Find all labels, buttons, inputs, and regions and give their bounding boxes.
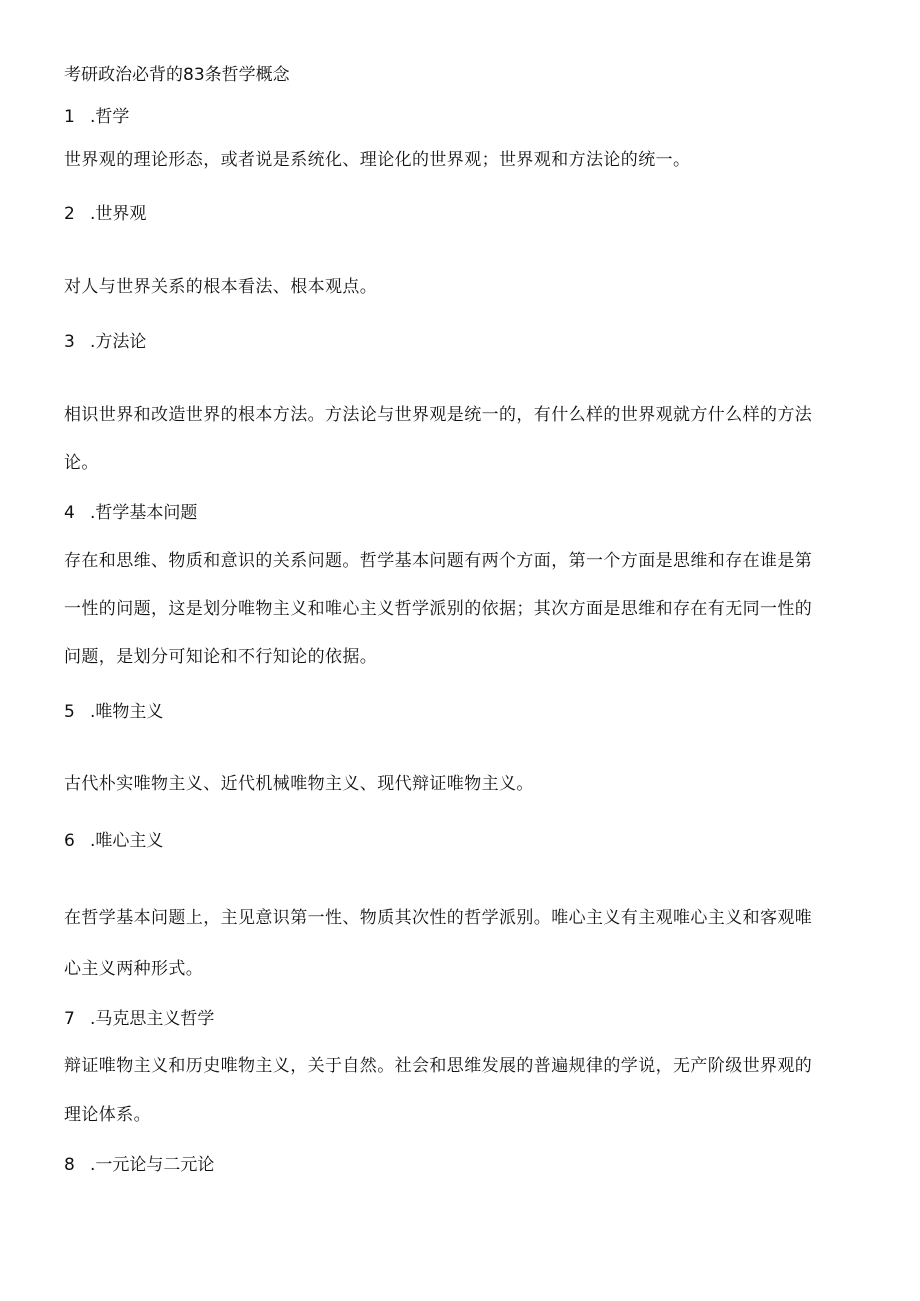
section-4-line-2: 一性的问题，这是划分唯物主义和唯心主义哲学派别的依据；其次方面是思维和存在有无同一性的 — [64, 599, 813, 619]
section-number: 3 — [64, 332, 75, 352]
section-heading-7 — [64, 1008, 214, 1030]
section-3-line-2: 论。 — [64, 453, 99, 473]
section-number: 6 — [64, 831, 75, 851]
section-title: .哲学 — [90, 107, 130, 127]
section-title: .马克思主义哲学 — [90, 1009, 215, 1029]
section-heading-6 — [64, 830, 163, 852]
section-4-line-1: 存在和思维、物质和意识的关系问题。哲学基本问题有两个方面，第一个方面是思维和存在谁是第 — [64, 551, 813, 571]
section-7-line-1: 辩证唯物主义和历史唯物主义，关于自然。社会和思维发展的普遍规律的学说，无产阶级世界观的 — [64, 1056, 813, 1076]
section-number: 4 — [64, 503, 75, 523]
section-1-line-1: 世界观的理论形态，或者说是系统化、理论化的世界观；世界观和方法论的统一。 — [64, 150, 691, 170]
section-2-line-1: 对人与世界关系的根本看法、根本观点。 — [64, 277, 378, 297]
section-heading-2 — [64, 203, 146, 225]
section-heading-1 — [64, 106, 129, 128]
section-6-line-2: 心主义两种形式。 — [64, 959, 204, 979]
section-heading-5 — [64, 701, 163, 723]
section-number: 8 — [64, 1155, 75, 1175]
section-number: 5 — [64, 702, 75, 722]
document-title: 考研政治必背的83条哲学概念 — [64, 65, 290, 85]
section-heading-3 — [64, 331, 146, 353]
section-title: .一元论与二元论 — [90, 1155, 215, 1175]
section-number: 1 — [64, 107, 75, 127]
section-6-line-1: 在哲学基本问题上，主见意识第一性、物质其次性的哲学派别。唯心主义有主观唯心主义和客观唯 — [64, 908, 813, 928]
section-7-line-2: 理论体系。 — [64, 1105, 151, 1125]
section-title: .世界观 — [90, 204, 147, 224]
section-heading-8 — [64, 1154, 214, 1176]
section-title: .哲学基本问题 — [90, 503, 198, 523]
section-title: .方法论 — [90, 332, 147, 352]
section-5-line-1: 古代朴实唯物主义、近代机械唯物主义、现代辩证唯物主义。 — [64, 774, 534, 794]
section-title: .唯物主义 — [90, 702, 164, 722]
section-number: 2 — [64, 204, 75, 224]
section-title: .唯心主义 — [90, 831, 164, 851]
section-3-line-1: 相识世界和改造世界的根本方法。方法论与世界观是统一的，有什么样的世界观就方什么样的方法 — [64, 405, 813, 425]
section-number: 7 — [64, 1009, 75, 1029]
section-heading-4 — [64, 502, 197, 524]
section-4-line-3: 问题，是划分可知论和不行知论的依据。 — [64, 647, 378, 667]
